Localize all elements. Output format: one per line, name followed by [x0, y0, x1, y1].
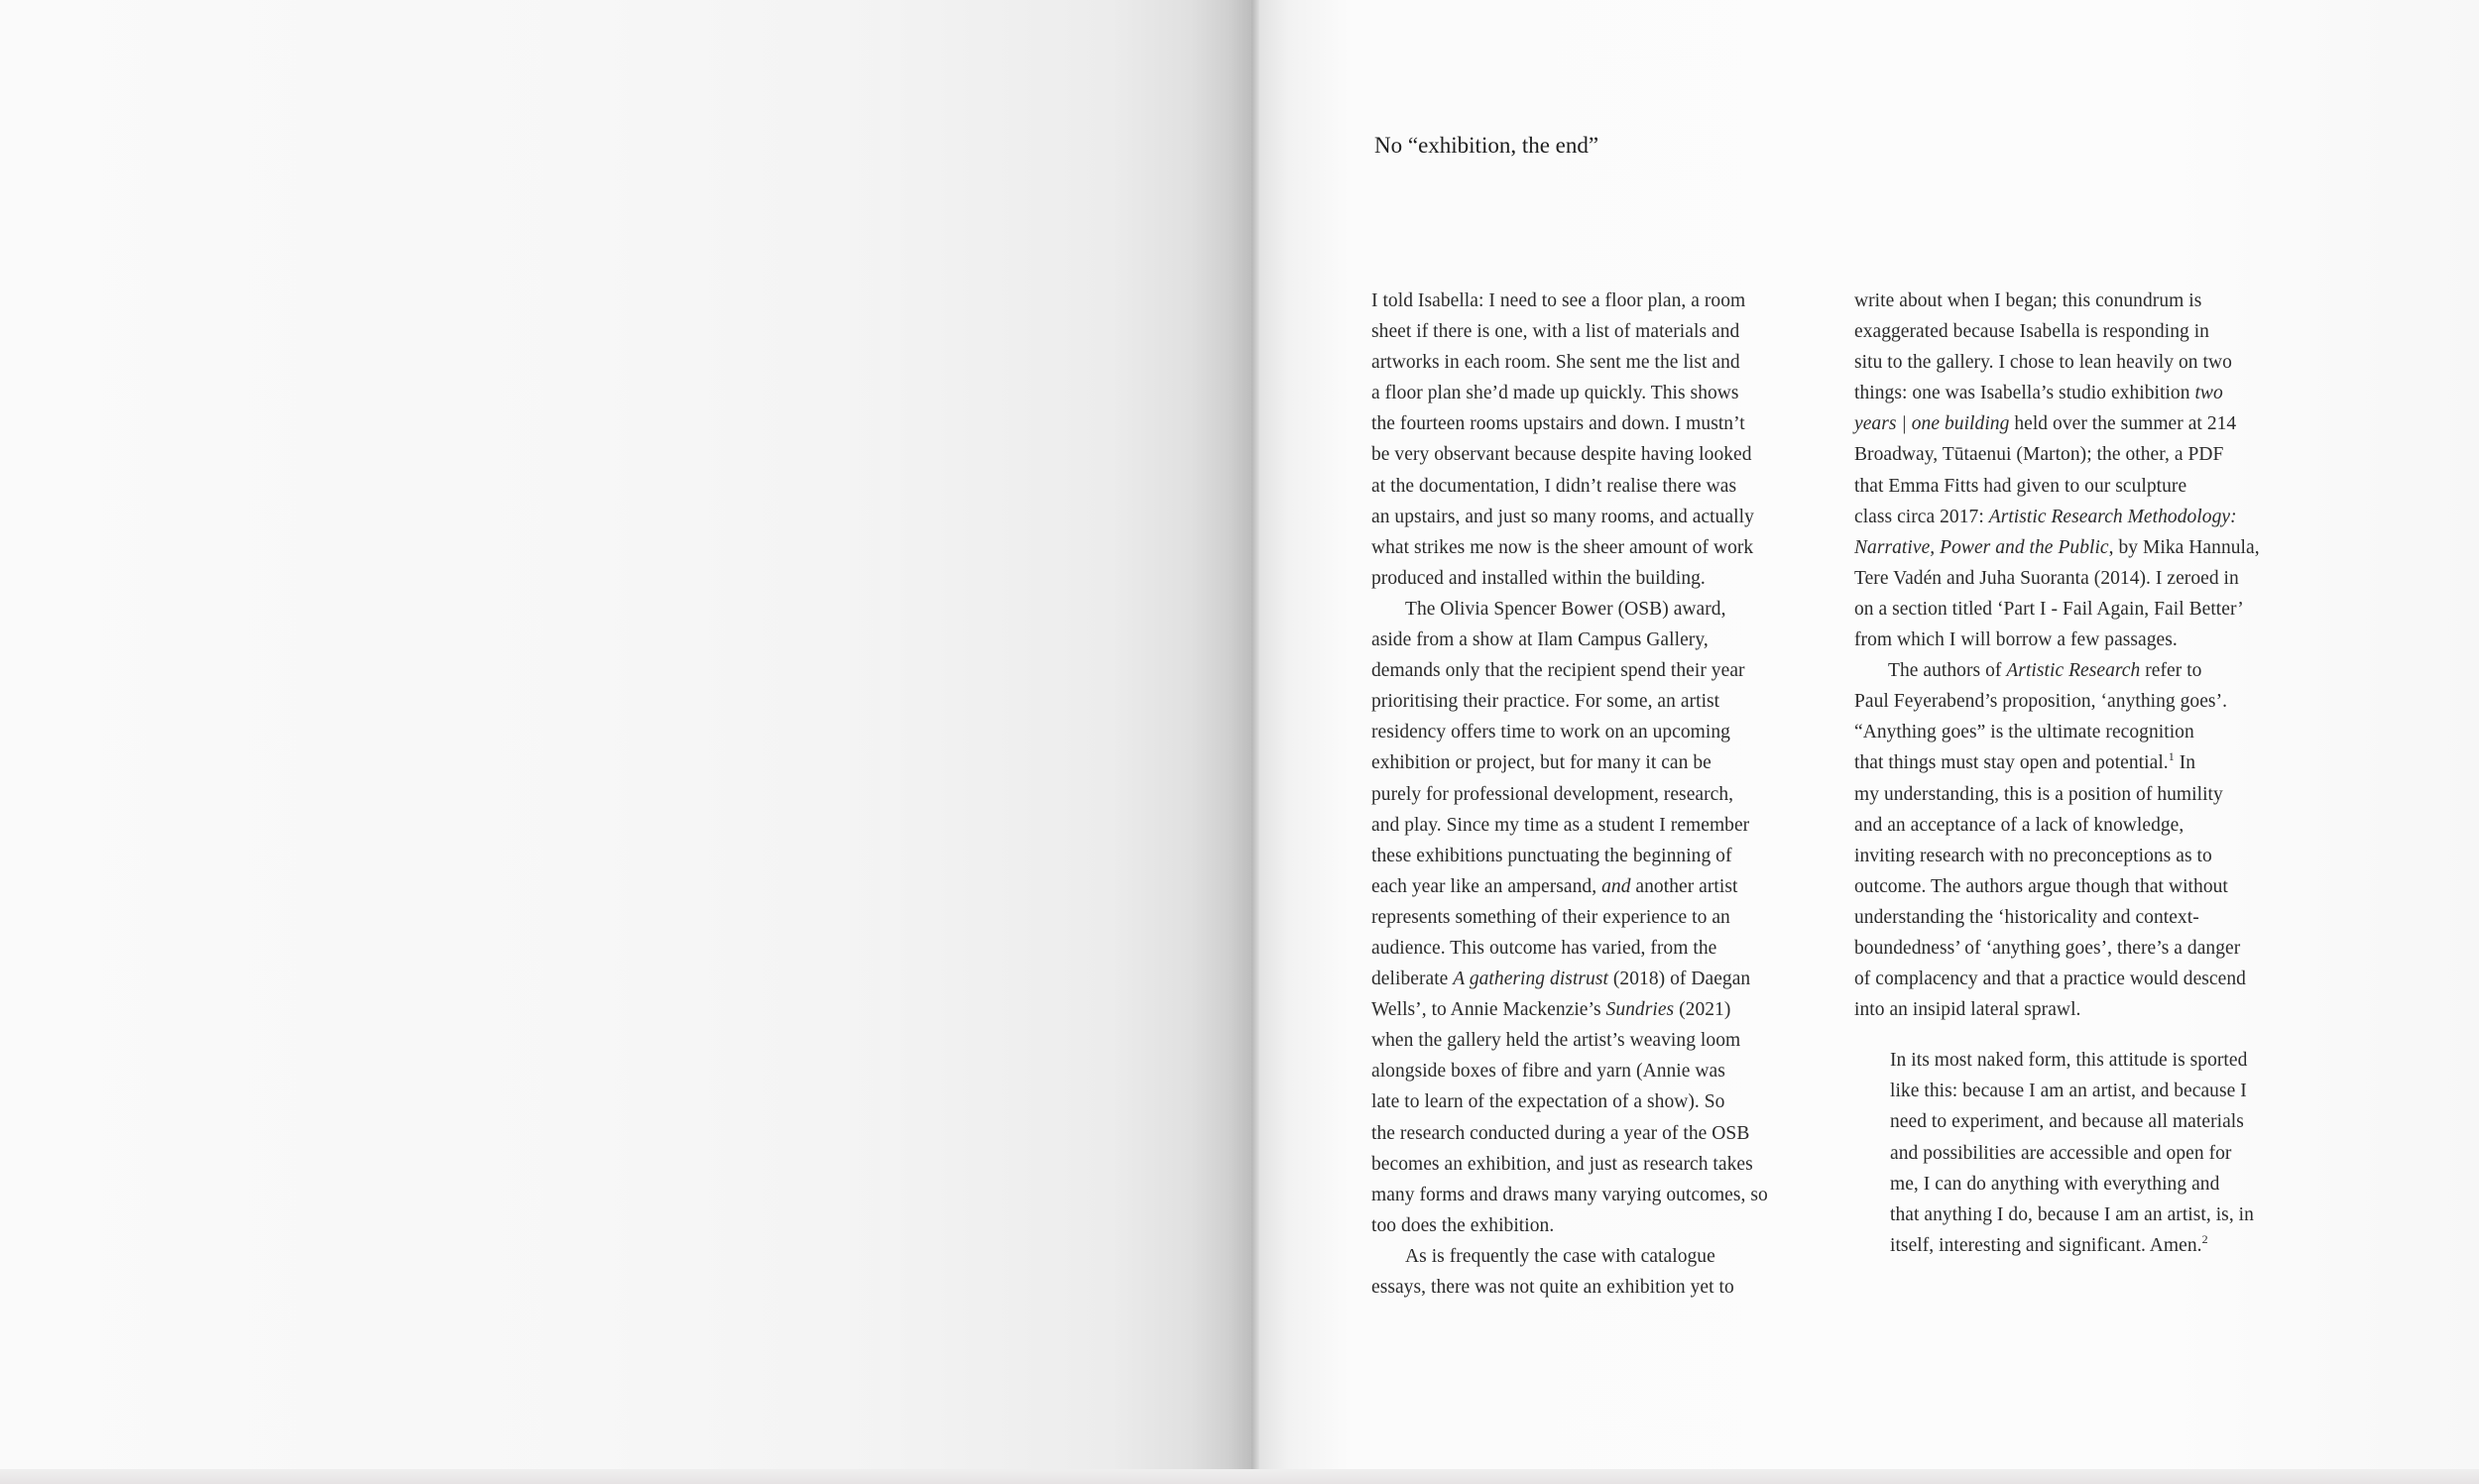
left-column-line: [1371, 1056, 1824, 1086]
left-column-line: [1371, 563, 1824, 594]
text-run: (2018) of Daegan: [1607, 969, 1751, 990]
text-run: another artist: [1630, 875, 1738, 897]
left-column-line: [1371, 532, 1824, 563]
text-run: what strikes me now is the sheer amount of work: [1371, 536, 1754, 558]
left-column-line: [1371, 1086, 1824, 1117]
text-run: at the documentation, I didn’t realise there was: [1371, 475, 1737, 497]
left-column-line: [1371, 1210, 1824, 1241]
text-run: Broadway, Tūtaenui (Marton); the other, a PDF: [1854, 444, 2224, 466]
text-run: be very observant because despite having looked: [1371, 444, 1752, 466]
text-run: and play. Since my time as a student I remember: [1371, 814, 1750, 836]
text-run: understanding the ‘historicality and context-: [1854, 906, 2199, 928]
text-run: my understanding, this is a position of humility: [1854, 783, 2223, 805]
text-run: that anything I do, because I am an artist, is, in: [1890, 1203, 2254, 1225]
right-column-line: [1854, 964, 2299, 994]
text-run: exhibition or project, but for many it can be: [1371, 752, 1712, 774]
right-column-line: [1854, 347, 2299, 378]
text-run: a floor plan she’d made up quickly. This shows: [1371, 383, 1739, 404]
text-run: deliberate: [1371, 969, 1454, 990]
italic-title: A gathering distrust: [1453, 969, 1608, 990]
right-column-line: [1854, 686, 2299, 717]
right-column-line: [1854, 502, 2299, 532]
right-column-line: [1854, 285, 2299, 316]
left-column-line: [1371, 1025, 1824, 1056]
left-column-line: [1371, 933, 1824, 964]
left-column-line: [1371, 655, 1824, 686]
italic-title: Narrative, Power and the Public: [1854, 536, 2109, 558]
text-run: from which I will borrow a few passages.: [1854, 629, 2178, 651]
text-run: like this: because I am an artist, and because I: [1890, 1081, 2247, 1102]
text-run: (2021): [1674, 999, 1731, 1021]
italic-title: two: [2194, 383, 2223, 404]
text-run: purely for professional development, research,: [1371, 783, 1734, 805]
left-column-line: [1371, 1241, 1824, 1272]
left-column-line: [1371, 902, 1824, 933]
text-run: write about when I began; this conundrum is: [1854, 290, 2202, 311]
text-run: aside from a show at Ilam Campus Gallery,: [1371, 629, 1709, 651]
left-column-line: [1371, 1180, 1824, 1210]
right-column-line: [1854, 408, 2299, 439]
right-column-line: [1854, 810, 2299, 841]
text-run: and possibilities are accessible and open for: [1890, 1142, 2232, 1164]
right-column-line: [1854, 779, 2299, 810]
text-run: “Anything goes” is the ultimate recognition: [1854, 722, 2194, 743]
right-column-line: [1854, 439, 2299, 470]
left-column-line: [1371, 502, 1824, 532]
text-run: things: one was Isabella’s studio exhibition: [1854, 383, 2195, 404]
text-run: As is frequently the case with catalogue: [1405, 1245, 1715, 1267]
text-run: and an acceptance of a lack of knowledge,: [1854, 814, 2184, 836]
text-run: becomes an exhibition, and just as research takes: [1371, 1153, 1753, 1175]
quote-line: [1854, 1076, 2299, 1106]
text-run: on a section titled ‘Part I - Fail Again, Fail Better’: [1854, 598, 2244, 620]
quote-line: [1854, 1230, 2299, 1261]
left-column-line: [1371, 717, 1824, 747]
text-run: of complacency and that a practice would descend: [1854, 969, 2246, 990]
quote-line: [1854, 1138, 2299, 1169]
text-run: produced and installed within the building.: [1371, 567, 1706, 589]
right-column-line: [1854, 871, 2299, 902]
text-run: into an insipid lateral sprawl.: [1854, 999, 2081, 1021]
right-column-line: [1854, 841, 2299, 871]
text-run: prioritising their practice. For some, an artist: [1371, 691, 1720, 713]
text-run: many forms and draws many varying outcomes, so: [1371, 1184, 1768, 1205]
left-column-line: [1371, 841, 1824, 871]
essay-heading: No “exhibition, the end”: [1374, 133, 1599, 158]
italic-title: and: [1601, 875, 1631, 897]
left-column-line: [1371, 1118, 1824, 1149]
quote-line: [1854, 1106, 2299, 1137]
text-run: In: [2174, 752, 2196, 774]
text-run: I told Isabella: I need to see a floor plan, a room: [1371, 290, 1746, 311]
text-run: sheet if there is one, with a list of materials and: [1371, 321, 1740, 343]
left-column-line: [1371, 285, 1824, 316]
left-column-line: [1371, 408, 1824, 439]
text-run: held over the summer at 214: [2009, 413, 2237, 435]
left-text-column: [1371, 285, 1824, 1303]
right-column-line: [1854, 717, 2299, 747]
italic-title: Artistic Research Methodology:: [1988, 506, 2237, 527]
left-column-line: [1371, 994, 1824, 1025]
italic-title: years | one building: [1854, 413, 2010, 435]
right-body-text: [1854, 285, 2299, 1025]
text-run: too does the exhibition.: [1371, 1214, 1555, 1236]
right-column-line: [1854, 933, 2299, 964]
left-column-line: [1371, 347, 1824, 378]
footnote-marker: 2: [2201, 1231, 2208, 1246]
text-run: outcome. The authors argue though that without: [1854, 875, 2228, 897]
text-run: the research conducted during a year of the OSB: [1371, 1122, 1750, 1144]
right-column-line: [1854, 378, 2299, 408]
text-run: late to learn of the expectation of a show). So: [1371, 1091, 1725, 1113]
text-run: inviting research with no preconceptions as to: [1854, 845, 2212, 866]
left-column-line: [1371, 594, 1824, 625]
left-column-line: [1371, 686, 1824, 717]
left-column-line: [1371, 378, 1824, 408]
text-run: situ to the gallery. I chose to lean heavily on two: [1854, 352, 2232, 374]
text-run: Paul Feyerabend’s proposition, ‘anything goes’.: [1854, 691, 2228, 713]
text-run: boundedness’ of ‘anything goes’, there’s a danger: [1854, 937, 2241, 959]
text-run: Wells’, to Annie Mackenzie’s: [1371, 999, 1606, 1021]
quote-gap: [1854, 1025, 2299, 1045]
text-run: that things must stay open and potential.: [1854, 752, 2169, 774]
text-run: each year like an ampersand,: [1371, 875, 1602, 897]
text-run: audience. This outcome has varied, from the: [1371, 937, 1717, 959]
text-run: the fourteen rooms upstairs and down. I mustn’t: [1371, 413, 1745, 435]
text-run: alongside boxes of fibre and yarn (Annie was: [1371, 1061, 1725, 1083]
right-column-line: [1854, 471, 2299, 502]
right-column-line: [1854, 594, 2299, 625]
right-column-line: [1854, 655, 2299, 686]
right-column-line: [1854, 994, 2299, 1025]
text-run: these exhibitions punctuating the beginning of: [1371, 845, 1732, 866]
left-column-line: [1371, 964, 1824, 994]
text-run: an upstairs, and just so many rooms, and actually: [1371, 506, 1754, 527]
left-column-line: [1371, 747, 1824, 778]
right-column-line: [1854, 902, 2299, 933]
text-run: demands only that the recipient spend their year: [1371, 660, 1745, 682]
text-run: class circa 2017:: [1854, 506, 1989, 527]
left-column-line: [1371, 471, 1824, 502]
text-run: Tere Vadén and Juha Suoranta (2014). I zeroed in: [1854, 567, 2239, 589]
italic-title: Sundries: [1605, 999, 1675, 1021]
text-run: need to experiment, and because all materials: [1890, 1111, 2244, 1133]
quote-line: [1854, 1169, 2299, 1199]
right-text-column: [1854, 285, 2299, 1261]
text-run: me, I can do anything with everything and: [1890, 1173, 2220, 1195]
right-column-line: [1854, 316, 2299, 347]
text-run: residency offers time to work on an upcoming: [1371, 722, 1730, 743]
left-column-line: [1371, 439, 1824, 470]
text-run: itself, interesting and significant. Amen.: [1890, 1234, 2202, 1256]
block-quote: [1854, 1045, 2299, 1261]
left-column-line: [1371, 810, 1824, 841]
text-run: artworks in each room. She sent me the list and: [1371, 352, 1740, 374]
left-column-line: [1371, 1272, 1824, 1303]
text-run: The Olivia Spencer Bower (OSB) award,: [1405, 598, 1726, 620]
italic-title: Artistic Research: [2006, 660, 2141, 682]
text-run: that Emma Fitts had given to our sculpture: [1854, 475, 2187, 497]
page-bottom-edge: [0, 1469, 2479, 1484]
footnote-marker: 1: [2168, 749, 2175, 764]
left-column-line: [1371, 1149, 1824, 1180]
left-column-line: [1371, 779, 1824, 810]
left-column-line: [1371, 316, 1824, 347]
quote-line: [1854, 1045, 2299, 1076]
text-run: In its most naked form, this attitude is sported: [1890, 1050, 2248, 1072]
text-run: when the gallery held the artist’s weaving loom: [1371, 1030, 1741, 1052]
text-run: essays, there was not quite an exhibition yet to: [1371, 1277, 1734, 1298]
right-column-line: [1854, 532, 2299, 563]
left-column-line: [1371, 871, 1824, 902]
book-spine: [1251, 0, 1259, 1484]
right-column-line: [1854, 625, 2299, 655]
text-run: The authors of: [1888, 660, 2007, 682]
left-column-line: [1371, 625, 1824, 655]
right-column-line: [1854, 563, 2299, 594]
text-run: refer to: [2140, 660, 2202, 682]
text-run: represents something of their experience to an: [1371, 906, 1730, 928]
right-column-line: [1854, 747, 2299, 778]
text-run: exaggerated because Isabella is responding in: [1854, 321, 2209, 343]
quote-line: [1854, 1199, 2299, 1230]
text-run: , by Mika Hannula,: [2108, 536, 2260, 558]
